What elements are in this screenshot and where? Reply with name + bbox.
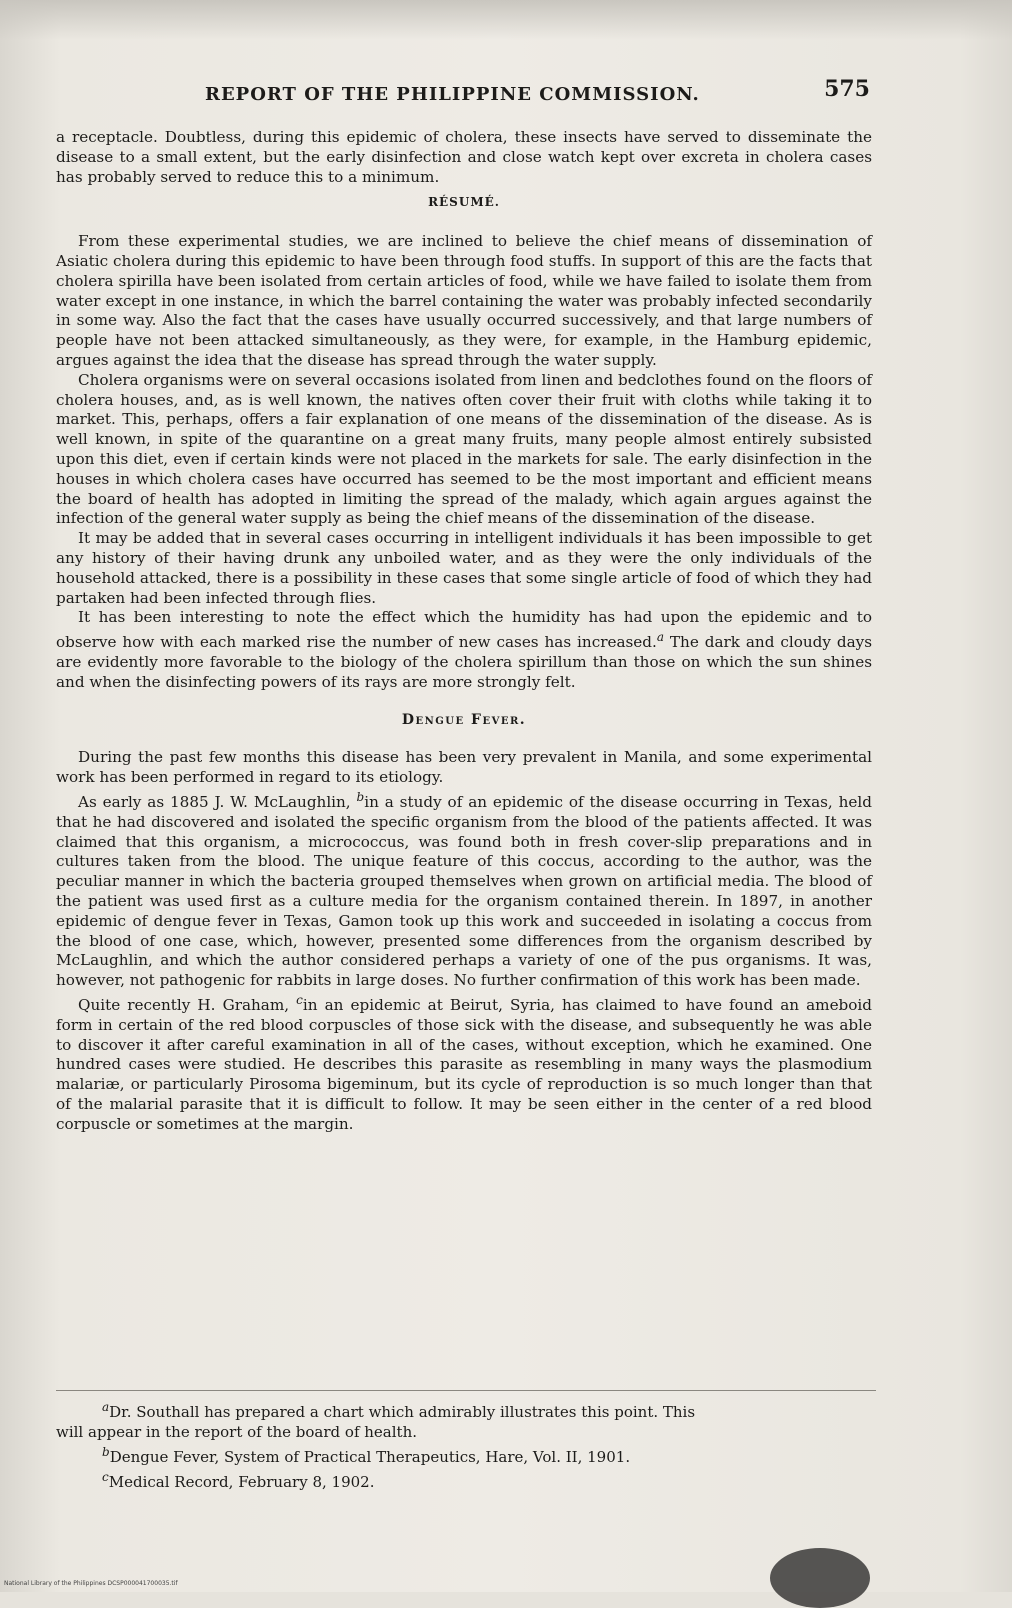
- scan-top-shadow: [0, 0, 1012, 40]
- footnote-a-continuation: will appear in the report of the board of health.: [56, 1423, 417, 1441]
- footnote-ref-c[interactable]: c: [296, 993, 303, 1007]
- paragraph-resume-3: It may be added that in several cases occurring in intelligent individuals it has been impossible to get any history of their having drunk any unboiled water, and as they were the only individuals of the household attacked, there is a possibility in these cases that some single article of food of which they had partaken had been infected through flies.: [56, 529, 872, 607]
- footnote-a-marker: a: [102, 1400, 110, 1414]
- page-header: [40, 76, 870, 108]
- paragraph-resume-4-part-2: The dark and cloudy days are evidently more favorable to the biology of the cholera spirillum than those on which the sun shines and when the disinfecting powers of its rays are more strongly felt.: [56, 633, 872, 691]
- page-number: 575: [824, 76, 870, 102]
- footnote-ref-b[interactable]: b: [356, 789, 365, 804]
- archive-label: National Library of the Philippines DCSP000041700035.tif: [4, 1580, 178, 1587]
- footnote-a: [56, 1397, 876, 1422]
- paragraph-dengue-3-part-2: in an epidemic at Beirut, Syria, has claimed to have found an ameboid form in certain of the red blood corpuscles of those sick with the disease, and subsequently he was able to discover it after careful examination in all of the cases, without exception, which he examined. One hundred cases were studied. He describes this parasite as resembling in many ways the plasmodium malariæ, or particularly Pirosoma bigeminum, but its cycle of reproduction is so much longer than that of the malarial parasite that it is difficult to follow. It may be seen either in the center of a red blood corpuscle or sometimes at the margin.: [56, 996, 872, 1133]
- footnote-c-marker: c: [102, 1470, 109, 1484]
- paragraph-resume-4: [56, 608, 872, 692]
- running-title: REPORT OF THE PHILIPPINE COMMISSION.: [205, 84, 700, 105]
- section-heading-dengue: Dengue Fever.: [401, 711, 527, 728]
- footnote-b-text: Dengue Fever, System of Practical Therapeutics, Hare, Vol. II, 1901.: [109, 1448, 631, 1466]
- footnote-ref-a[interactable]: a: [656, 630, 664, 645]
- paragraph-dengue-2-part-2: in a study of an epidemic of the disease occurring in Texas, held that he had discovered and isolated the specific organism from the blood of the patients affected. It was claimed that this organism, a micrococcus, was found both in fresh cover-slip preparations and in cultures taken from the blood. The unique feature of this coccus, according to the author, was the peculiar manner in which the bacteria grouped themselves when grown on artificial media. The blood of the patient was used first as a culture media for the organism contained therein. In 1897, in another epidemic of dengue fever in Texas, Gamon took up this work and succeeded in isolating a coccus from the blood of one case, which, however, presented some differences from the organism described by McLaughlin, and which the author considered perhaps a variety of one of the pus organisms. It was, however, not pathogenic for rabbits in large doses. No further confirmation of this work has been made.: [56, 793, 872, 990]
- paragraph-resume-1: From these experimental studies, we are inclined to believe the chief means of dissemination of Asiatic cholera during this epidemic to have been through food stuffs. In support of this are the facts that cholera spirilla have been isolated from certain articles of food, while we have failed to isolate them from water except in one instance, in which the barrel containing the water was probably infected secondarily in some way. Also the fact that the cases have usually occurred successively, and that large numbers of people have not been attacked simultaneously, as they were, for example, in the Hamburg epidemic, argues against the idea that the disease has spread through the water supply.: [56, 232, 872, 369]
- footnotes: [56, 1390, 876, 1492]
- footnote-a-text: Dr. Southall has prepared a chart which admirably illustrates this point. This: [109, 1403, 696, 1421]
- footnote-c: [56, 1467, 876, 1492]
- scan-thumb-shadow: [770, 1548, 870, 1608]
- paragraph-dengue-3-part-1: Quite recently H. Graham,: [78, 996, 297, 1015]
- paragraph-dengue-3: [56, 991, 872, 1135]
- footnote-c-text: Medical Record, February 8, 1902.: [108, 1473, 375, 1491]
- paragraph-resume-2: Cholera organisms were on several occasions isolated from linen and bedclothes found on the floors of cholera houses, and, as is well known, the natives often cover their fruit with cloths while taking it to market. This, perhaps, offers a fair explanation of one means of the dissemination of the disease. As is well known, in spite of the quarantine on a great many fruits, many people almost entirely subsisted upon this diet, even if certain kinds were not placed in the markets for sale. The early disinfection in the houses in which cholera cases have occurred has seemed to be the most important and efficient means the board of health has adopted in limiting the spread of the malady, which again argues against the infection of the general water supply as being the chief means of the dissemination of the disease.: [56, 370, 872, 528]
- footnote-b-marker: b: [102, 1445, 110, 1459]
- paragraph-intro: a receptacle. Doubtless, during this epidemic of cholera, these insects have served to disseminate the disease to a small extent, but the early disinfection and close watch kept over excreta in cholera cases has probably served to reduce this to a minimum.: [56, 128, 872, 186]
- paragraph-resume-4-part-1: It has been interesting to note the effect which the humidity has had upon the epidemic and to observe how with each marked rise the number of new cases has increased.: [56, 608, 872, 652]
- footnote-b: [56, 1442, 876, 1467]
- body-text: [56, 128, 872, 1135]
- paragraph-dengue-1: During the past few months this disease has been very prevalent in Manila, and some experimental work has been performed in regard to its etiology.: [56, 748, 872, 787]
- paragraph-dengue-2-part-1: As early as 1885 J. W. McLaughlin,: [78, 793, 357, 812]
- paragraph-dengue-2: [56, 788, 872, 991]
- section-heading-resume: RÉSUMÉ.: [428, 195, 500, 210]
